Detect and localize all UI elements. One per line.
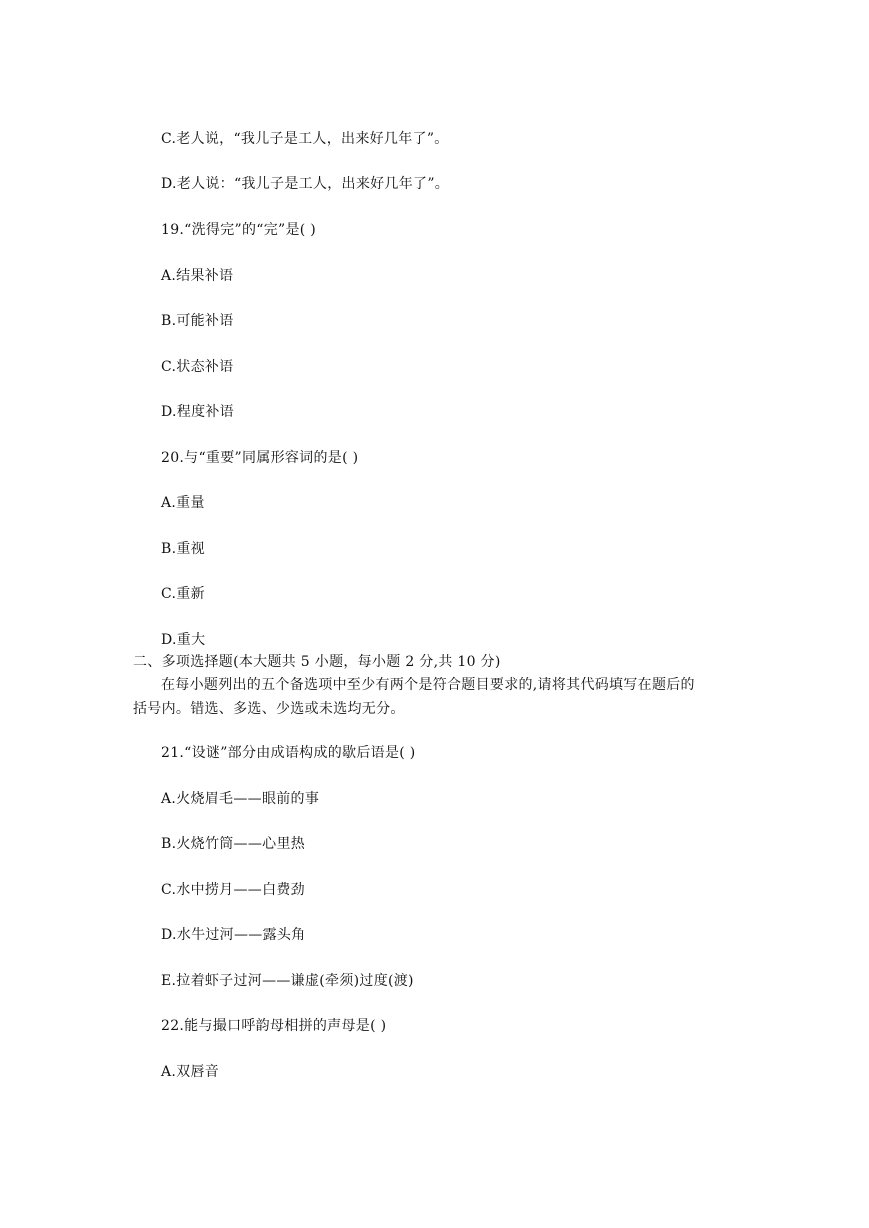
section-2-title: 二、多项选择题(本大题共 5 小题，每小题 2 分,共 10 分) [133,654,501,670]
q22-option-a: A.双唇音 [161,1064,220,1080]
q21-option-a: A.火烧眉毛——眼前的事 [161,791,320,807]
q20-option-a: A.重量 [161,495,205,511]
q21-option-b: B.火烧竹筒——心里热 [161,836,306,852]
q19-option-d: D.程度补语 [161,404,234,420]
q21-stem: 21.“设谜”部分由成语构成的歇后语是( ) [161,745,416,761]
q19-option-a: A.结果补语 [161,268,234,284]
q21-option-c: C.水中捞月——白费劲 [161,882,305,898]
q19-stem: 19.“洗得完”的“完”是( ) [161,222,317,238]
q19-option-c: C.状态补语 [161,359,234,375]
q20-option-d: D.重大 [161,632,206,648]
q20-stem: 20.与“重要”同属形容词的是( ) [161,450,359,466]
q21-option-e: E.拉着虾子过河——谦虚(牵须)过度(渡) [161,973,414,989]
q22-stem: 22.能与撮口呼韵母相拼的声母是( ) [161,1018,387,1034]
q21-option-d: D.水牛过河——露头角 [161,927,306,943]
q18-option-d: D.老人说：“我儿子是工人，出来好几年了”。 [161,176,450,192]
q18-option-c: C.老人说，“我儿子是工人，出来好几年了”。 [161,131,449,147]
section-2-instruction-line-2: 括号内。错选、多选、少选或未选均无分。 [133,701,405,717]
q20-option-c: C.重新 [161,586,205,602]
q19-option-b: B.可能补语 [161,313,234,329]
q20-option-b: B.重视 [161,541,205,557]
section-2-instruction-line-1: 在每小题列出的五个备选项中至少有两个是符合题目要求的,请将其代码填写在题后的 [161,677,695,693]
